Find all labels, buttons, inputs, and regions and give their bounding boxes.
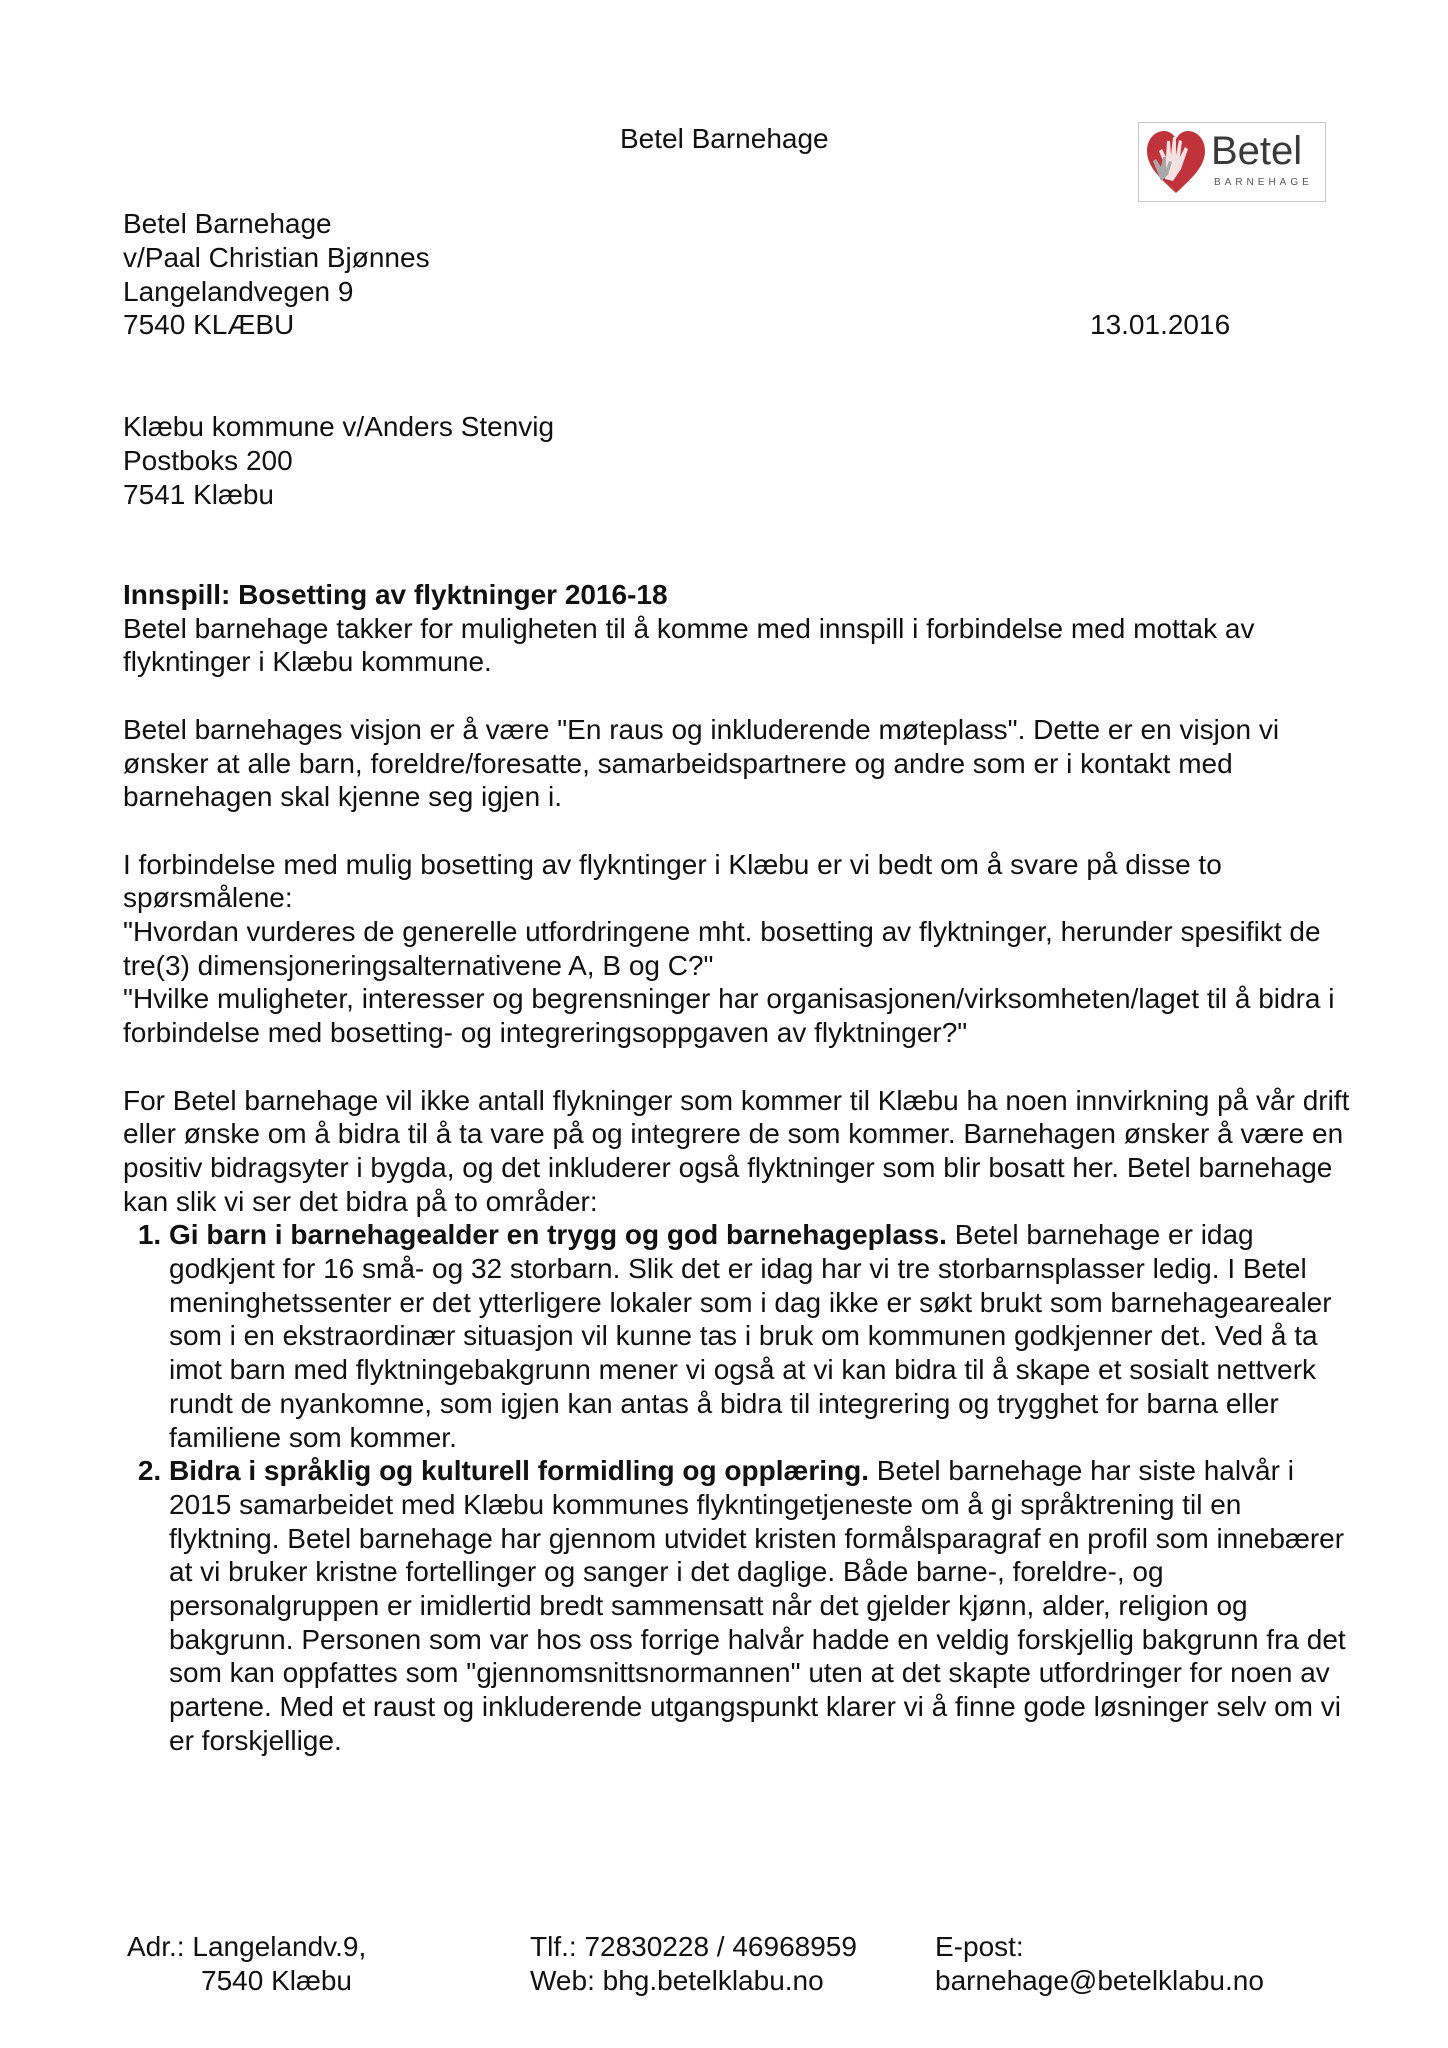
response-paragraph: For Betel barnehage vil ikke antall flykninger som kommer til Klæbu ha noen innvirkning på vår drift eller ønske om å bidra til å ta vare på og integrere de som kommer. Barnehagen ønsker å være en positiv bidragsyter i bygda, og det inkluderer også flyktninger som blir bosatt her. Betel barnehage kan slik vi ser det bidra på to områder: [123, 1084, 1350, 1217]
betel-logo [1138, 122, 1326, 202]
recipient-line: Klæbu kommune v/Anders Stenvig [123, 411, 555, 442]
header-title: Betel Barnehage [620, 123, 829, 154]
footer-phone: Tlf.: 72830228 / 46968959 [530, 1931, 857, 1962]
list-item-heading: Gi barn i barnehagealder en trygg og god barnehageplass. [169, 1219, 947, 1251]
sender-line: 7540 KLÆBU [123, 309, 295, 340]
sender-line: Betel Barnehage [123, 208, 332, 239]
list-item-heading: Bidra i språklig og kulturell formidling og opplæring. [169, 1455, 870, 1487]
list-item [169, 1454, 1353, 1757]
footer-city: 7540 Klæbu [201, 1965, 353, 1996]
list-item-text: Betel barnehage har siste halvår i 2015 samarbeidet med Klæbu kommunes flykntingetjeneste om å gi språktrening til en flyktning. Betel barnehage har gjennom utvidet kristen formålsparagraf en profil som innebærer at vi bruker kristne fortellinger og sanger i det daglige. Både barne-, foreldre-, og personalgruppen er imidlertid bredt sammensatt når det gjelder kjønn, alder, religion og bakgrunn. Personen som var hos oss forrige halvår hadde en veldig forskjellig bakgrunn fra det som kan oppfattes som "gjennomsnittsnormannen" uten at det skapte utfordringer for noen av partene. Med et raust og inkluderende utgangspunkt klarer vi å finne gode løsninger selv om vi er forskjellige. [169, 1455, 1346, 1756]
list-item [169, 1218, 1353, 1454]
footer-web: Web: bhg.betelklabu.no [530, 1965, 824, 1996]
questions-intro: I forbindelse med mulig bosetting av flykntinger i Klæbu er vi bedt om å svare på disse to spørsmålene: [123, 848, 1222, 914]
recipient-line: 7541 Klæbu [123, 479, 275, 510]
footer-email: barnehage@betelklabu.no [935, 1965, 1264, 1996]
question-1: "Hvordan vurderes de generelle utfordringene mht. bosetting av flyktninger, herunder spesifikt de tre(3) dimensjoneringsalternativene A, B og C?" [123, 916, 1321, 981]
letter-body [123, 578, 1353, 1758]
vision-paragraph: Betel barnehages visjon er å være "En raus og inkluderende møteplass". Dette er en visjon vi ønsker at alle barn, foreldre/foresatte, samarbeidspartnere og andre som er i kontakt med barnehagen skal kjenne seg igjen i. [123, 713, 1280, 813]
footer-address: Adr.: Langelandv.9, [127, 1931, 367, 1962]
letter-subject: Innspill: Bosetting av flyktninger 2016-18 [123, 579, 668, 610]
heart-hand-icon [1143, 127, 1209, 197]
question-2: "Hvilke muligheter, interesser og begrensninger har organisasjonen/virksomheten/laget til å bidra i forbindelse med bosetting- og integreringsoppgaven av flyktninger?" [123, 983, 1335, 1049]
letter-date: 13.01.2016 [1090, 309, 1231, 340]
footer-email-label: E-post: [935, 1931, 1024, 1962]
intro-paragraph: Betel barnehage takker for muligheten til å komme med innspill i forbindelse med mottak av flykntinger i Klæbu kommune. [123, 612, 1255, 678]
list-item-text: Betel barnehage er idag godkjent for 16 små- og 32 storbarn. Slik det er idag har vi tre storbarnsplasser ledig. I Betel meninghetssenter er det ytterligere lokaler som i dag ikke er søkt brukt som barnehagearealer som i en ekstraordinær situasjon vil kunne tas i bruk om kommunen godkjenner det. Ved å ta imot barn med flyktningebakgrunn mener vi også at vi kan bidra til å skape et sosialt nettverk rundt de nyankomne, som igjen kan antas å bidra til integrering og trygghet for barna eller familiene som kommer. [169, 1219, 1332, 1453]
logo-subtitle: BARNEHAGE [1214, 177, 1313, 188]
recipient-line: Postboks 200 [123, 445, 293, 476]
sender-line: Langelandvegen 9 [123, 276, 354, 307]
contribution-list [123, 1218, 1353, 1757]
sender-line: v/Paal Christian Bjønnes [123, 242, 430, 273]
logo-wordmark: Betel [1211, 129, 1303, 173]
